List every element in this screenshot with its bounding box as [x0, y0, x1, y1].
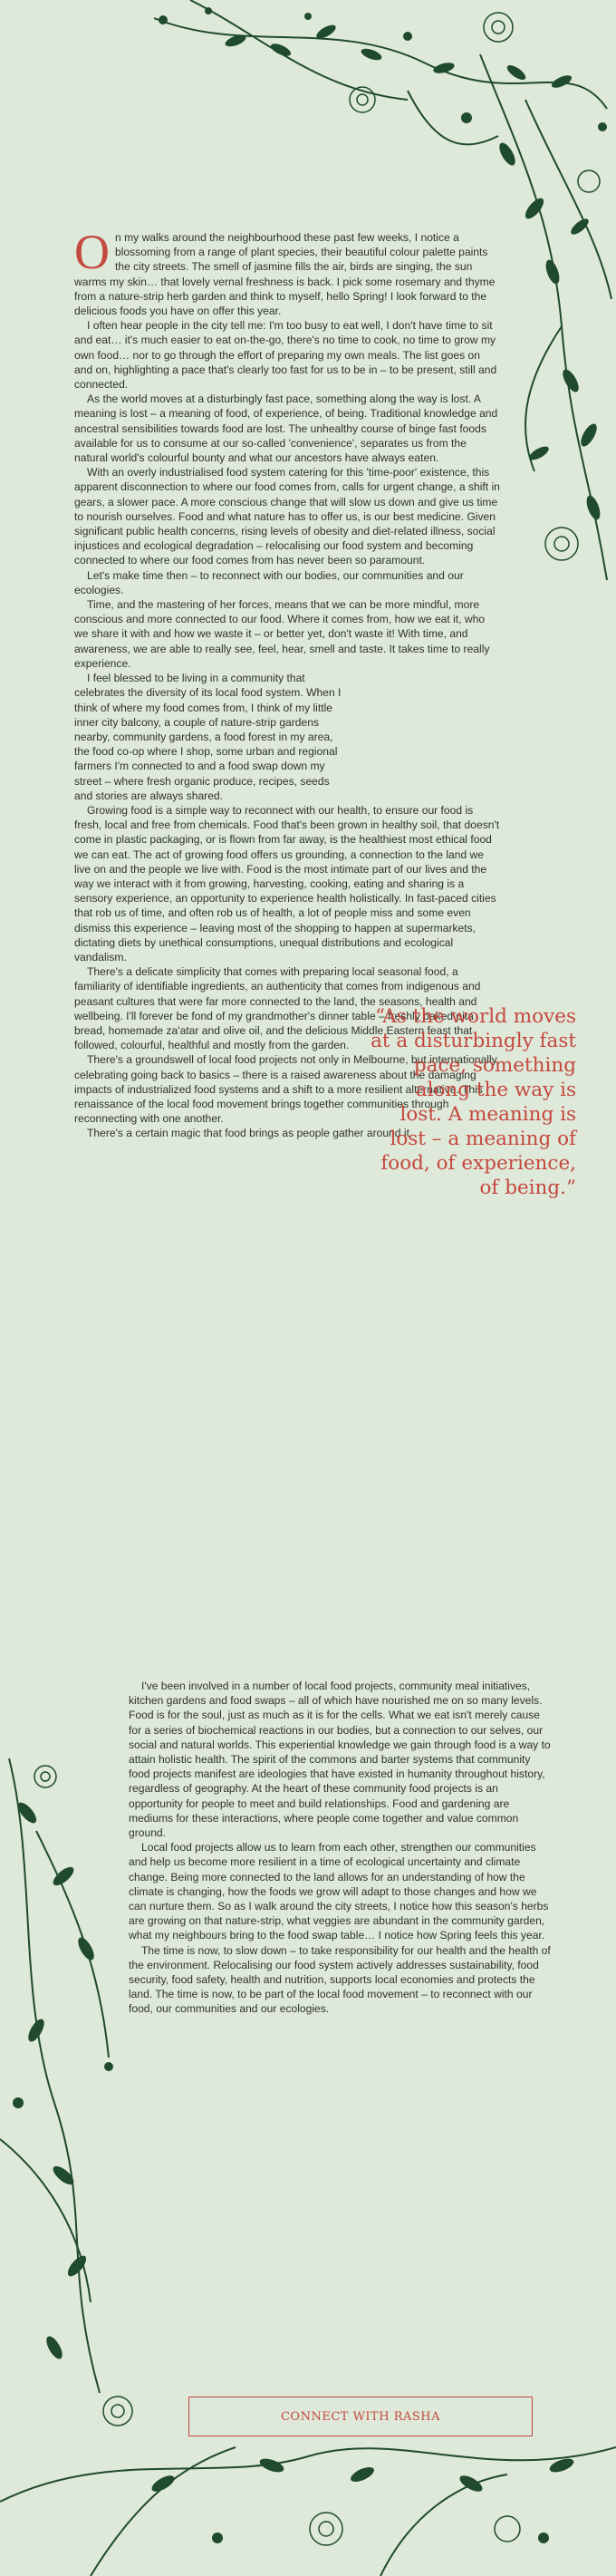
article-intro-paragraph: On my walks around the neighbourhood these past few weeks, I notice a blossoming from a range of plant species, their beautiful colour palette paints the city streets. The smell of jasmine fills the air, birds are singing, the sun warms my skin… that lovely vernal freshness is back. I pick some rosemary and thyme from a nature-strip herb garden and think to myself, hello Spring! I look forward to the delicious foods you have on offer this year.: [74, 225, 496, 318]
article-paragraph: Growing food is a simple way to reconnect with our health, to ensure our food is fresh, local and free from chemicals. Food that's been grown in healthy soil, that doesn't come in plastic packaging, or is flown from far away, is the healthiest most ethical food we can eat. The act of growing food offers us grounding, a connection to the land we live on and the people we live with. Food is the most intimate part of our lives and the way we interact with it from growing, harvesting, cooking, eating and sharing is a sensory experience, an opportunity to experience health holistically. In fast-paced cities that rob us of time, and often rob us of health, a lot of people miss and some even dismiss this experience – leaving most of the shopping to happen at supermarkets, dictating diets by unethical consumptions, unequal distributions and ecological vandalism.: [74, 803, 500, 964]
article-paragraph: The time is now, to slow down – to take responsibility for our health and the health of the environment. Relocalising our food system actively addresses sustainability, food security, food safety, health and nutrition, supports local economies and protects the land. The time is now, to be part of the local food movement – to reconnect with our food, our communities and our ecologies.: [129, 1943, 551, 2016]
article-paragraph: Local food projects allow us to learn from each other, strengthen our communities and help us become more resilient in a time of ecological uncertainty and climate change. Being more connected to the land allows for an understanding of how the climate is changing, how the foods we grow will adapt to those changes and how we can nurture them. So as I walk around the city streets, I notice how this season's herbs are growing on that nature-strip, what veggies are abundant in the community garden, what my neighbours bring to the food swap table… I notice how Spring feels this year.: [129, 1841, 549, 1942]
drop-cap: O: [74, 225, 110, 279]
connect-button[interactable]: CONNECT WITH RASHA: [188, 2397, 533, 2436]
article-paragraph: There's a delicate simplicity that comes with preparing local seasonal food, a familiarity of identifiable ingredients, an authenticity that comes from indigenous and peasant cultures that were far more connected to the land, the seasons, health and wellbeing. I'll forever be fond of my grandmother's dinner table – freshly baked pita bread, homemade za'atar and olive oil, and the delicious Middle Eastern feast that followed, colourful, healthful and mostly from the garden.: [74, 965, 481, 1052]
pull-quote: “As the world moves at a disturbingly fast pace, something along the way is lost. A meaning is lost – a meaning of food, of experience, of being.”: [371, 1005, 576, 1199]
article-paragraph: There's a certain magic that food brings as people gather around it.: [87, 1127, 413, 1140]
article-paragraph: There's a groundswell of local food projects not only in Melbourne, but internationally, celebrating going back to basics – there is a raised awareness about the damaging impacts of industrialized food systems and a shift to a more resilient alternative. This renaissance of the local food movement brings together communities through reconnecting with one another.: [74, 1053, 500, 1126]
article-paragraph: Time, and the mastering of her forces, means that we can be more mindful, more conscious and more connected to our food. Where it comes from, how we eat it, who we share it with and how we waste it – or better yet, don't waste it! With time, and awareness, we are able to really see, feel, hear, smell and taste. It takes time to really experience.: [74, 598, 490, 670]
article-body-continued: [129, 1679, 554, 2017]
article-paragraph: I've been involved in a number of local food projects, community meal initiatives, kitchen gardens and food swaps – all of which have nourished me on so many levels. Food is for the soul, just as much as it is for the cells. What we eat isn't merely cause for a series of biochemical reactions in our bodies, but a connection to our selves, our social and natural worlds. This experiential knowledge we gain through food is a way to attain holistic health. The spirit of the commons and barter systems that community food projects manifest are ideologies that have existed in humanity throughout history, regardless of geography. At the heart of these community food projects is an opportunity for people to meet and build relationships. Food and gardening are mediums for these interactions, where people come together and value common ground.: [129, 1680, 551, 1840]
article-paragraph: I often hear people in the city tell me: I'm too busy to eat well, I don't have time to sit and eat… it's much easier to eat on-the-go, there's no time to cook, no time to grow my own food… nor to go through the effort of preparing my own meals. The list goes on and on, highlighting a pace that's clearly too fast for us to be in – to be present, still and connected.: [74, 319, 497, 392]
article-paragraph: Let's make time then – to reconnect with our bodies, our communities and our ecologies.: [74, 568, 464, 596]
article-paragraph: With an overly industrialised food system catering for this 'time-poor' existence, this apparent disconnection to where our food comes from, calls for urgent change, a shift in gears, a slower pace. A more conscious change that will slow us down and give us time to nourish ourselves. Food and what nature has to offer us, is our best medicine. Given significant public health concerns, rising levels of obesity and diet-related illness, social injustices and ecological degradation – relocalising our food system and becoming connected to where our food comes from has never been so paramount.: [74, 466, 500, 567]
article-paragraph: As the world moves at a disturbingly fast pace, something along the way is lost. A meaning is lost – a meaning of food, of experience, of being. Traditional knowledge and ancestral sensibilities towards food are lost. The unhealthy course of binge fast foods available for us to consume at our so-called 'convenience', separates us from the natural world's colourful bounty and what our ancestors have always eaten.: [74, 392, 498, 465]
article-paragraph: I feel blessed to be living in a community that celebrates the diversity of its local food system. When I think of where my food comes from, I think of my little inner city balcony, a couple of nature-strip gardens nearby, community gardens, a food forest in my area, the food co-op where I shop, some urban and regional farmers I'm connected to and a food swap down my street – where fresh organic produce, recipes, seeds and stories are always shared.: [74, 672, 342, 802]
